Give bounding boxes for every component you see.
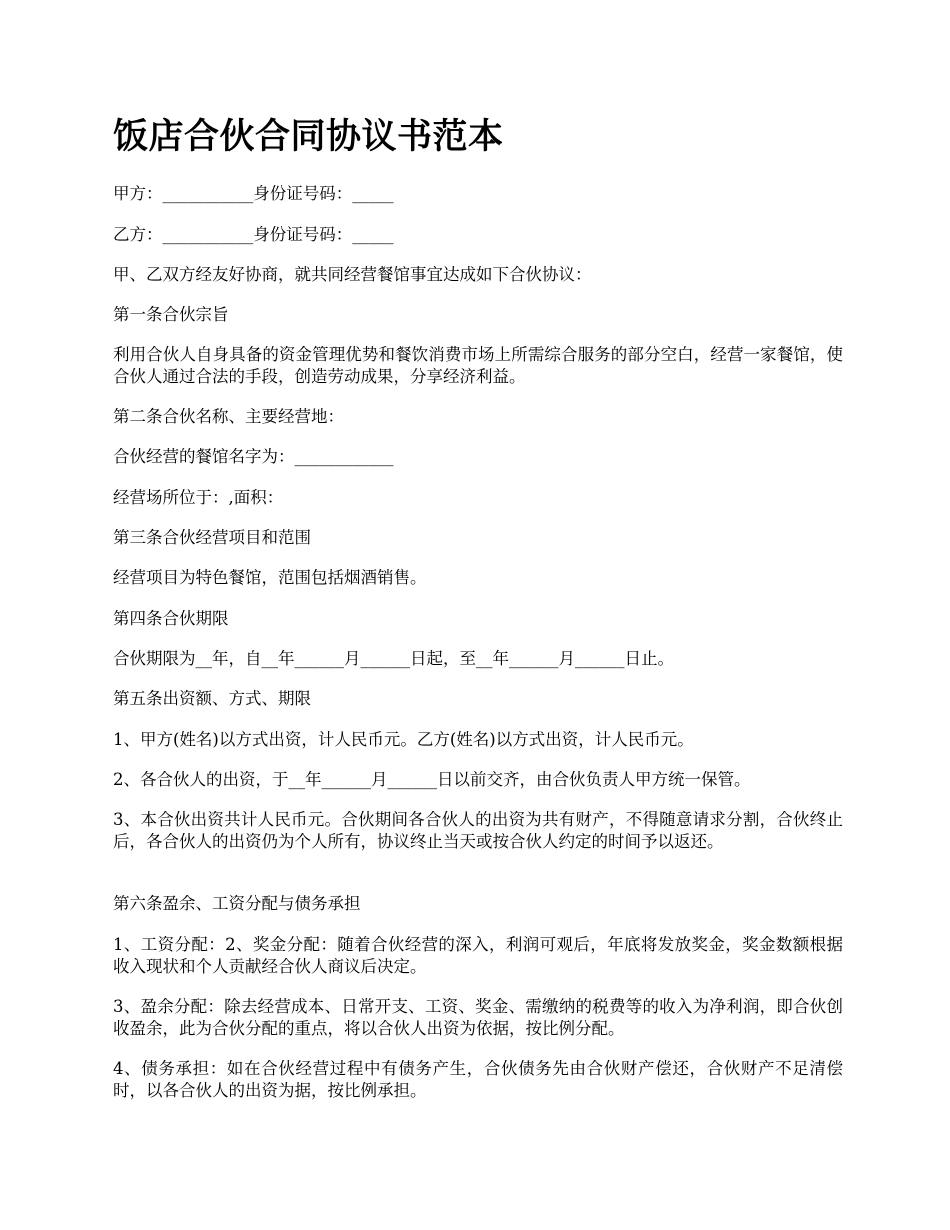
- article-3-heading: 第三条合伙经营项目和范围: [113, 528, 311, 547]
- article-6-heading: 第六条盈余、工资分配与债务承担: [113, 894, 361, 913]
- term-line: 合伙期限为__年，自__年______月______日起，至__年______月______日止。: [113, 649, 674, 668]
- business-scope-line: 经营项目为特色餐馆，范围包括烟酒销售。: [113, 568, 427, 587]
- article-5-heading: 第五条出资额、方式、期限: [113, 689, 311, 708]
- distribution-item-1: 1、工资分配：2、奖金分配：随着合伙经营的深入，利润可观后，年底将发放奖金，奖金数额根据收入现状和个人贡献经合伙人商议后决定。: [113, 935, 843, 976]
- article-1-heading: 第一条合伙宗旨: [113, 305, 229, 324]
- article-4-heading: 第四条合伙期限: [113, 609, 229, 628]
- distribution-item-3: 3、盈余分配：除去经营成本、日常开支、工资、奖金、需缴纳的税费等的收入为净利润，即合伙创收盈余，此为合伙分配的重点，将以合伙人出资为依据，按比例分配。: [113, 997, 843, 1038]
- party-a-line: 甲方：___________身份证号码：_____: [113, 184, 394, 203]
- location-line: 经营场所位于：,面积：: [113, 488, 284, 507]
- distribution-item-4: 4、债务承担：如在合伙经营过程中有债务产生，合伙债务先由合伙财产偿还，合伙财产不足清偿时，以各合伙人的出资为据，按比例承担。: [113, 1059, 843, 1100]
- article-2-heading: 第二条合伙名称、主要经营地：: [113, 407, 344, 426]
- article-1-body: 利用合伙人自身具备的资金管理优势和餐饮消费市场上所需综合服务的部分空白，经营一家餐馆，使合伙人通过合法的手段，创造劳动成果，分享经济利益。: [113, 345, 843, 386]
- restaurant-name-line: 合伙经营的餐馆名字为：____________: [113, 447, 394, 466]
- capital-item-3: 3、本合伙出资共计人民币元。合伙期间各合伙人的出资为共有财产，不得随意请求分割，合伙终止后，各合伙人的出资仍为个人所有，协议终止当天或按合伙人约定的时间予以返还。: [113, 810, 843, 851]
- intro-paragraph: 甲、乙双方经友好协商，就共同经营餐馆事宜达成如下合伙协议：: [113, 265, 592, 284]
- capital-item-1: 1、甲方(姓名)以方式出资，计人民币元。乙方(姓名)以方式出资，计人民币元。: [113, 730, 694, 749]
- party-b-line: 乙方：___________身份证号码：_____: [113, 225, 394, 244]
- capital-item-2: 2、各合伙人的出资，于__年______月______日以前交齐，由合伙负责人甲方统一保管。: [113, 770, 751, 789]
- document-title: 饭店合伙合同协议书范本: [113, 116, 504, 157]
